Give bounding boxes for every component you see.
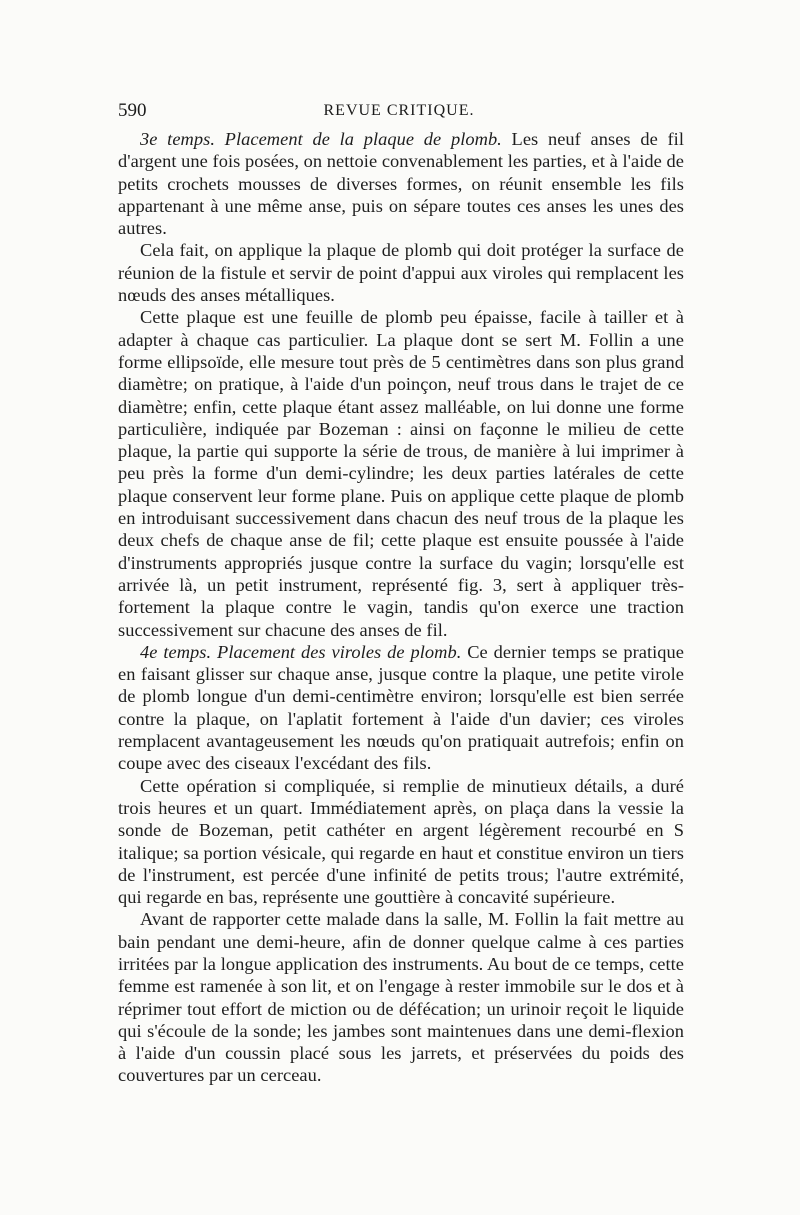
journal-title: REVUE CRITIQUE. <box>323 102 475 119</box>
paragraph-plate-application <box>118 239 684 306</box>
paragraph-plate-description <box>118 306 684 640</box>
body-text <box>118 128 684 1087</box>
paragraph-aftercare <box>118 908 684 1086</box>
paragraph-text: Ce dernier temps se pratique en faisant glisser sur chaque anse, jusque contre la plaque, une petite virole de plomb longue d'un demi-centimètre environ; lorsqu'elle est bien serrée contre la plaque, on l'aplatit fortement à l'aide d'un davier; ces viroles remplacent avantageusement les nœuds qu'on pratiquait autrefois; enfin on coupe avec des ciseaux l'excédant des fils. <box>118 641 684 774</box>
page-number: 590 <box>118 100 147 121</box>
paragraph-operation-duration <box>118 775 684 909</box>
running-head <box>118 98 680 124</box>
paragraph-fourth-stage <box>118 641 684 775</box>
section-label: 4e temps. Placement des viroles de plomb. <box>140 641 462 662</box>
paragraph-text: Cette plaque est une feuille de plomb peu épaisse, facile à tailler et à adapter à chaque cas particulier. La plaque dont se sert M. Follin a une forme ellipsoïde, elle mesure tout près de 5 centimètres dans son plus grand diamètre; on pratique, à l'aide d'un poinçon, neuf trous dans le trajet de ce diamètre; enfin, cette plaque étant assez malléable, on lui donne une forme particulière, indiquée par Bozeman : ainsi on façonne le milieu de cette plaque, la partie qui supporte la série de trous, de manière à lui imprimer à peu près la forme d'un demi-cylindre; les deux parties latérales de cette plaque conservent leur forme plane. Puis on applique cette plaque de plomb en introduisant successivement dans chacun des neuf trous de la plaque les deux chefs de chaque anse de fil; cette plaque est ensuite poussée à l'aide d'instruments appropriés jusque contre la surface du vagin; lorsqu'elle est arrivée là, un petit instrument, représenté fig. 3, sert à appliquer très-fortement la plaque contre le vagin, tandis qu'on exerce une traction successivement sur chacune des anses de fil. <box>118 307 684 640</box>
paragraph-text: Avant de rapporter cette malade dans la salle, M. Follin la fait mettre au bain pendant une demi-heure, afin de donner quelque calme à ces parties irritées par la longue application des instruments. Au bout de ce temps, cette femme est ramenée à son lit, et on l'engage à rester immobile sur le dos et à réprimer tout effort de miction ou de défécation; un urinoir reçoit le liquide qui s'écoule de la sonde; les jambes sont maintenues dans une demi-flexion à l'aide d'un coussin placé sous les jarrets, et préservées du poids des couvertures par un cerceau. <box>118 909 684 1086</box>
paragraph-text: Les neuf anses de fil d'argent une fois posées, on nettoie convenablement les parties, et à l'aide de petits crochets mousses de diverses formes, on réunit ensemble les fils appartenant à une même anse, puis on sépare toutes ces anses les unes des autres. <box>118 129 685 239</box>
section-label: 3e temps. Placement de la plaque de plomb. <box>140 129 502 149</box>
paragraph-third-stage <box>118 128 684 239</box>
paragraph-text: Cette opération si compliquée, si remplie de minutieux détails, a duré trois heures et un quart. Immédiatement après, on plaça dans la vessie la sonde de Bozeman, petit cathéter en argent légèrement recourbé en S italique; sa portion vésicale, qui regarde en haut et constitue environ un tiers de l'instrument, est percée d'une infinité de petits trous; l'autre extrémité, qui regarde en bas, représente une gouttière à concavité supérieure. <box>118 775 684 908</box>
paragraph-text: Cela fait, on applique la plaque de plomb qui doit protéger la surface de réunion de la fistule et servir de point d'appui aux viroles qui remplacent les nœuds des anses métalliques. <box>118 240 684 306</box>
